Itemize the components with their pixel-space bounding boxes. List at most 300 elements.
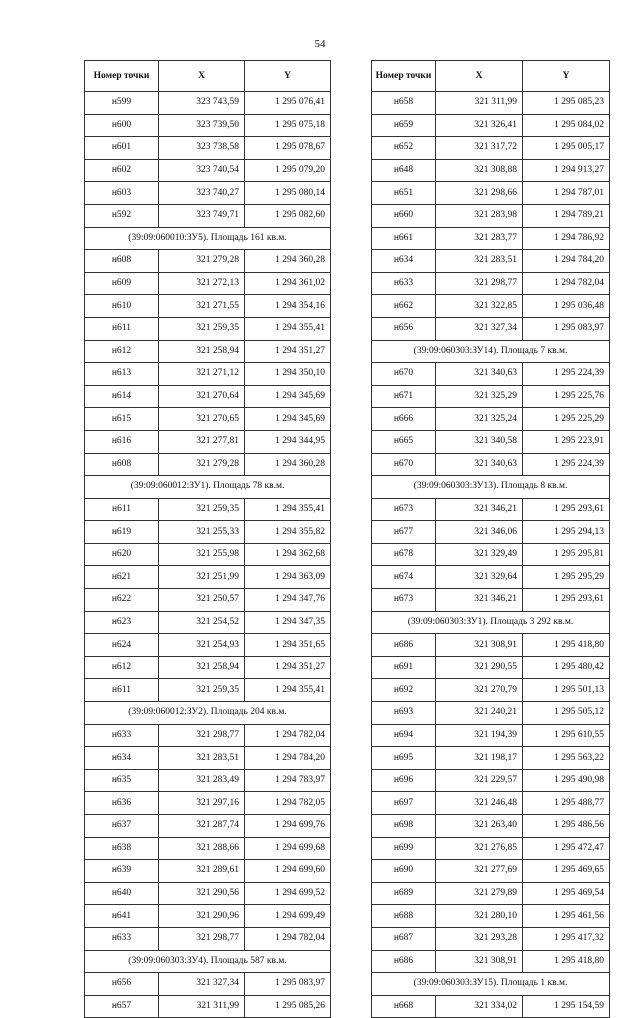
y-coordinate-cell: 1 295 085,23 [523,92,610,115]
section-title: (39:09:060303:ЗУ4). Площадь 587 кв.м. [85,950,331,973]
table-row [85,905,331,928]
x-coordinate-cell: 321 258,94 [159,340,245,363]
x-coordinate-cell: 321 280,10 [436,905,523,928]
point-id-cell: н610 [85,295,159,318]
point-id-cell: н671 [372,385,436,408]
section-row [372,476,610,499]
table-row [85,272,331,295]
point-id-cell: н660 [372,204,436,227]
table-row [85,769,331,792]
x-coordinate-cell: 323 739,50 [159,114,245,137]
x-coordinate-cell: 321 276,85 [436,837,523,860]
table-row [85,408,331,431]
header-point: Номер точки [85,61,159,92]
y-coordinate-cell: 1 294 362,68 [245,543,331,566]
x-coordinate-cell: 321 340,58 [436,430,523,453]
x-coordinate-cell: 321 327,34 [436,317,523,340]
section-title: (39:09:060303:ЗУ13). Площадь 8 кв.м. [372,476,610,499]
point-id-cell: н651 [372,182,436,205]
x-coordinate-cell: 321 277,81 [159,430,245,453]
x-coordinate-cell: 321 277,69 [436,860,523,883]
point-id-cell: н621 [85,566,159,589]
table-row [372,498,610,521]
section-row [372,973,610,996]
y-coordinate-cell: 1 295 418,80 [523,950,610,973]
table-row [372,882,610,905]
table-row [85,882,331,905]
point-id-cell: н599 [85,92,159,115]
x-coordinate-cell: 321 240,21 [436,702,523,725]
y-coordinate-cell: 1 295 082,60 [245,204,331,227]
table-row [85,92,331,115]
x-coordinate-cell: 321 194,39 [436,724,523,747]
y-coordinate-cell: 1 294 347,35 [245,611,331,634]
x-coordinate-cell: 321 255,33 [159,521,245,544]
x-coordinate-cell: 321 325,29 [436,385,523,408]
table-row [85,973,331,996]
point-id-cell: н637 [85,815,159,838]
table-row [372,950,610,973]
section-row [372,611,610,634]
x-coordinate-cell: 321 317,72 [436,137,523,160]
point-id-cell: н608 [85,250,159,273]
x-coordinate-cell: 321 322,85 [436,295,523,318]
y-coordinate-cell: 1 294 782,04 [245,724,331,747]
section-title: (39:09:060012:ЗУ2). Площадь 204 кв.м. [85,702,331,725]
point-id-cell: н661 [372,227,436,250]
table-row [85,860,331,883]
table-row [85,543,331,566]
y-coordinate-cell: 1 295 488,77 [523,792,610,815]
coordinates-table-right [371,60,610,1018]
x-coordinate-cell: 321 346,21 [436,589,523,612]
y-coordinate-cell: 1 295 417,32 [523,927,610,950]
x-coordinate-cell: 321 290,55 [436,656,523,679]
y-coordinate-cell: 1 295 080,14 [245,182,331,205]
table-row [372,227,610,250]
table-row [85,363,331,386]
point-id-cell: н656 [85,973,159,996]
x-coordinate-cell: 321 271,12 [159,363,245,386]
point-id-cell: н696 [372,769,436,792]
x-coordinate-cell: 323 738,58 [159,137,245,160]
y-coordinate-cell: 1 294 782,04 [523,272,610,295]
point-id-cell: н633 [372,272,436,295]
point-id-cell: н686 [372,950,436,973]
y-coordinate-cell: 1 295 490,98 [523,769,610,792]
x-coordinate-cell: 321 270,79 [436,679,523,702]
point-id-cell: н695 [372,747,436,770]
y-coordinate-cell: 1 295 083,97 [523,317,610,340]
table-row [85,250,331,273]
x-coordinate-cell: 321 311,99 [436,92,523,115]
x-coordinate-cell: 321 279,28 [159,250,245,273]
point-id-cell: н608 [85,453,159,476]
x-coordinate-cell: 321 283,98 [436,204,523,227]
table-row [372,860,610,883]
point-id-cell: н634 [372,250,436,273]
table-row [85,792,331,815]
y-coordinate-cell: 1 294 344,95 [245,430,331,453]
point-id-cell: н615 [85,408,159,431]
table-row [372,137,610,160]
point-id-cell: н639 [85,860,159,883]
x-coordinate-cell: 321 270,65 [159,408,245,431]
table-row [85,611,331,634]
x-coordinate-cell: 321 325,24 [436,408,523,431]
section-title: (39:09:060303:ЗУ14). Площадь 7 кв.м. [372,340,610,363]
x-coordinate-cell: 321 259,35 [159,679,245,702]
x-coordinate-cell: 321 198,17 [436,747,523,770]
table-row [372,543,610,566]
point-id-cell: н665 [372,430,436,453]
section-title: (39:09:060010:ЗУ5). Площадь 161 кв.м. [85,227,331,250]
x-coordinate-cell: 321 254,93 [159,634,245,657]
x-coordinate-cell: 321 259,35 [159,498,245,521]
table-row [372,250,610,273]
section-row [85,950,331,973]
x-coordinate-cell: 321 229,57 [436,769,523,792]
table-row [85,521,331,544]
x-coordinate-cell: 321 272,13 [159,272,245,295]
point-id-cell: н636 [85,792,159,815]
point-id-cell: н592 [85,204,159,227]
point-id-cell: н640 [85,882,159,905]
point-id-cell: н677 [372,521,436,544]
x-coordinate-cell: 321 298,77 [159,927,245,950]
x-coordinate-cell: 321 283,51 [159,747,245,770]
coordinates-table-left [84,60,331,1018]
point-id-cell: н687 [372,927,436,950]
point-id-cell: н698 [372,815,436,838]
table-row [85,317,331,340]
y-coordinate-cell: 1 294 360,28 [245,250,331,273]
table-row [85,295,331,318]
x-coordinate-cell: 321 290,56 [159,882,245,905]
header-x: X [159,61,245,92]
point-id-cell: н697 [372,792,436,815]
x-coordinate-cell: 321 271,55 [159,295,245,318]
point-id-cell: н633 [85,927,159,950]
point-id-cell: н613 [85,363,159,386]
point-id-cell: н690 [372,860,436,883]
x-coordinate-cell: 321 346,21 [436,498,523,521]
x-coordinate-cell: 321 329,49 [436,543,523,566]
point-id-cell: н614 [85,385,159,408]
table-row [85,656,331,679]
y-coordinate-cell: 1 294 361,02 [245,272,331,295]
y-coordinate-cell: 1 294 699,60 [245,860,331,883]
y-coordinate-cell: 1 294 350,10 [245,363,331,386]
y-coordinate-cell: 1 294 699,68 [245,837,331,860]
y-coordinate-cell: 1 294 351,65 [245,634,331,657]
y-coordinate-cell: 1 295 224,39 [523,453,610,476]
table-row [85,815,331,838]
y-coordinate-cell: 1 294 782,05 [245,792,331,815]
table-row [372,837,610,860]
y-coordinate-cell: 1 295 480,42 [523,656,610,679]
y-coordinate-cell: 1 295 224,39 [523,363,610,386]
point-id-cell: н611 [85,498,159,521]
section-row [372,340,610,363]
table-row [372,724,610,747]
x-coordinate-cell: 321 346,06 [436,521,523,544]
point-id-cell: н670 [372,363,436,386]
y-coordinate-cell: 1 294 354,16 [245,295,331,318]
y-coordinate-cell: 1 295 501,13 [523,679,610,702]
y-coordinate-cell: 1 295 295,81 [523,543,610,566]
x-coordinate-cell: 321 283,77 [436,227,523,250]
point-id-cell: н635 [85,769,159,792]
x-coordinate-cell: 321 289,61 [159,860,245,883]
table-row [372,114,610,137]
y-coordinate-cell: 1 295 225,29 [523,408,610,431]
x-coordinate-cell: 321 298,77 [159,724,245,747]
x-coordinate-cell: 321 270,64 [159,385,245,408]
point-id-cell: н623 [85,611,159,634]
x-coordinate-cell: 321 250,57 [159,589,245,612]
y-coordinate-cell: 1 294 699,49 [245,905,331,928]
y-coordinate-cell: 1 295 076,41 [245,92,331,115]
header-y: Y [523,61,610,92]
x-coordinate-cell: 321 298,77 [436,272,523,295]
x-coordinate-cell: 321 311,99 [159,995,245,1018]
point-id-cell: н602 [85,159,159,182]
section-row [85,227,331,250]
table-row [372,769,610,792]
table-row [372,295,610,318]
point-id-cell: н657 [85,995,159,1018]
table-row [372,905,610,928]
point-id-cell: н656 [372,317,436,340]
point-id-cell: н694 [372,724,436,747]
point-id-cell: н699 [372,837,436,860]
x-coordinate-cell: 321 308,91 [436,950,523,973]
x-coordinate-cell: 323 740,27 [159,182,245,205]
table-row [85,589,331,612]
header-row [85,61,331,92]
y-coordinate-cell: 1 295 418,80 [523,634,610,657]
table-row [372,272,610,295]
table-row [85,566,331,589]
y-coordinate-cell: 1 294 789,21 [523,204,610,227]
x-coordinate-cell: 321 251,99 [159,566,245,589]
point-id-cell: н633 [85,724,159,747]
x-coordinate-cell: 321 297,16 [159,792,245,815]
section-title: (39:09:060303:ЗУ15). Площадь 1 кв.м. [372,973,610,996]
table-row [85,634,331,657]
point-id-cell: н652 [372,137,436,160]
point-id-cell: н691 [372,656,436,679]
point-id-cell: н612 [85,340,159,363]
section-row [85,702,331,725]
x-coordinate-cell: 321 340,63 [436,363,523,386]
table-row [372,92,610,115]
section-row [85,476,331,499]
table-row [85,137,331,160]
y-coordinate-cell: 1 295 469,65 [523,860,610,883]
table-row [372,995,610,1018]
y-coordinate-cell: 1 295 472,47 [523,837,610,860]
point-id-cell: н689 [372,882,436,905]
point-id-cell: н674 [372,566,436,589]
table-body [372,92,610,1018]
table-row [372,656,610,679]
table-row [85,204,331,227]
point-id-cell: н662 [372,295,436,318]
table-row [372,589,610,612]
table-header [372,61,610,92]
x-coordinate-cell: 321 287,74 [159,815,245,838]
y-coordinate-cell: 1 295 085,26 [245,995,331,1018]
point-id-cell: н658 [372,92,436,115]
y-coordinate-cell: 1 295 154,59 [523,995,610,1018]
x-coordinate-cell: 321 288,66 [159,837,245,860]
point-id-cell: н616 [85,430,159,453]
point-id-cell: н603 [85,182,159,205]
point-id-cell: н641 [85,905,159,928]
table-row [85,340,331,363]
table-row [372,430,610,453]
y-coordinate-cell: 1 294 783,97 [245,769,331,792]
y-coordinate-cell: 1 295 005,17 [523,137,610,160]
point-id-cell: н609 [85,272,159,295]
x-coordinate-cell: 321 283,51 [436,250,523,273]
y-coordinate-cell: 1 294 351,27 [245,340,331,363]
y-coordinate-cell: 1 294 355,41 [245,679,331,702]
y-coordinate-cell: 1 294 699,76 [245,815,331,838]
table-row [372,702,610,725]
point-id-cell: н612 [85,656,159,679]
y-coordinate-cell: 1 295 079,20 [245,159,331,182]
point-id-cell: н692 [372,679,436,702]
y-coordinate-cell: 1 294 345,69 [245,408,331,431]
table-row [85,995,331,1018]
x-coordinate-cell: 321 263,40 [436,815,523,838]
table-row [85,837,331,860]
y-coordinate-cell: 1 294 351,27 [245,656,331,679]
table-row [85,430,331,453]
point-id-cell: н624 [85,634,159,657]
point-id-cell: н611 [85,679,159,702]
x-coordinate-cell: 321 298,66 [436,182,523,205]
table-header [85,61,331,92]
point-id-cell: н688 [372,905,436,928]
x-coordinate-cell: 321 326,41 [436,114,523,137]
x-coordinate-cell: 321 327,34 [159,973,245,996]
y-coordinate-cell: 1 295 295,29 [523,566,610,589]
point-id-cell: н622 [85,589,159,612]
x-coordinate-cell: 321 246,48 [436,792,523,815]
header-row [372,61,610,92]
x-coordinate-cell: 323 749,71 [159,204,245,227]
section-title: (39:09:060012:ЗУ1). Площадь 78 кв.м. [85,476,331,499]
x-coordinate-cell: 323 740,54 [159,159,245,182]
point-id-cell: н668 [372,995,436,1018]
x-coordinate-cell: 321 293,28 [436,927,523,950]
table-row [372,566,610,589]
table-row [372,792,610,815]
table-row [85,385,331,408]
y-coordinate-cell: 1 294 347,76 [245,589,331,612]
point-id-cell: н673 [372,498,436,521]
table-body [85,92,331,1018]
y-coordinate-cell: 1 295 075,18 [245,114,331,137]
point-id-cell: н686 [372,634,436,657]
y-coordinate-cell: 1 294 786,92 [523,227,610,250]
y-coordinate-cell: 1 294 787,01 [523,182,610,205]
table-row [372,747,610,770]
table-row [372,927,610,950]
point-id-cell: н600 [85,114,159,137]
y-coordinate-cell: 1 294 355,82 [245,521,331,544]
y-coordinate-cell: 1 295 469,54 [523,882,610,905]
y-coordinate-cell: 1 295 293,61 [523,589,610,612]
y-coordinate-cell: 1 294 784,20 [523,250,610,273]
point-id-cell: н659 [372,114,436,137]
table-row [372,679,610,702]
table-row [85,747,331,770]
table-row [372,634,610,657]
y-coordinate-cell: 1 294 355,41 [245,498,331,521]
y-coordinate-cell: 1 295 078,67 [245,137,331,160]
table-row [372,182,610,205]
x-coordinate-cell: 321 259,35 [159,317,245,340]
x-coordinate-cell: 321 308,91 [436,634,523,657]
x-coordinate-cell: 321 329,64 [436,566,523,589]
x-coordinate-cell: 323 743,59 [159,92,245,115]
point-id-cell: н619 [85,521,159,544]
point-id-cell: н666 [372,408,436,431]
y-coordinate-cell: 1 295 505,12 [523,702,610,725]
header-point: Номер точки [372,61,436,92]
y-coordinate-cell: 1 294 363,09 [245,566,331,589]
table-row [372,453,610,476]
x-coordinate-cell: 321 340,63 [436,453,523,476]
table-row [372,159,610,182]
y-coordinate-cell: 1 294 782,04 [245,927,331,950]
point-id-cell: н634 [85,747,159,770]
table-row [372,815,610,838]
point-id-cell: н611 [85,317,159,340]
x-coordinate-cell: 321 334,02 [436,995,523,1018]
x-coordinate-cell: 321 258,94 [159,656,245,679]
table-row [85,453,331,476]
table-row [85,927,331,950]
y-coordinate-cell: 1 295 036,48 [523,295,610,318]
point-id-cell: н620 [85,543,159,566]
point-id-cell: н601 [85,137,159,160]
y-coordinate-cell: 1 295 223,91 [523,430,610,453]
point-id-cell: н670 [372,453,436,476]
y-coordinate-cell: 1 295 225,76 [523,385,610,408]
table-row [85,114,331,137]
x-coordinate-cell: 321 283,49 [159,769,245,792]
y-coordinate-cell: 1 294 355,41 [245,317,331,340]
point-id-cell: н673 [372,589,436,612]
y-coordinate-cell: 1 295 461,56 [523,905,610,928]
table-row [372,521,610,544]
x-coordinate-cell: 321 279,89 [436,882,523,905]
y-coordinate-cell: 1 295 293,61 [523,498,610,521]
y-coordinate-cell: 1 294 913,27 [523,159,610,182]
point-id-cell: н693 [372,702,436,725]
point-id-cell: н648 [372,159,436,182]
table-row [372,204,610,227]
table-row [85,182,331,205]
header-x: X [436,61,523,92]
x-coordinate-cell: 321 279,28 [159,453,245,476]
